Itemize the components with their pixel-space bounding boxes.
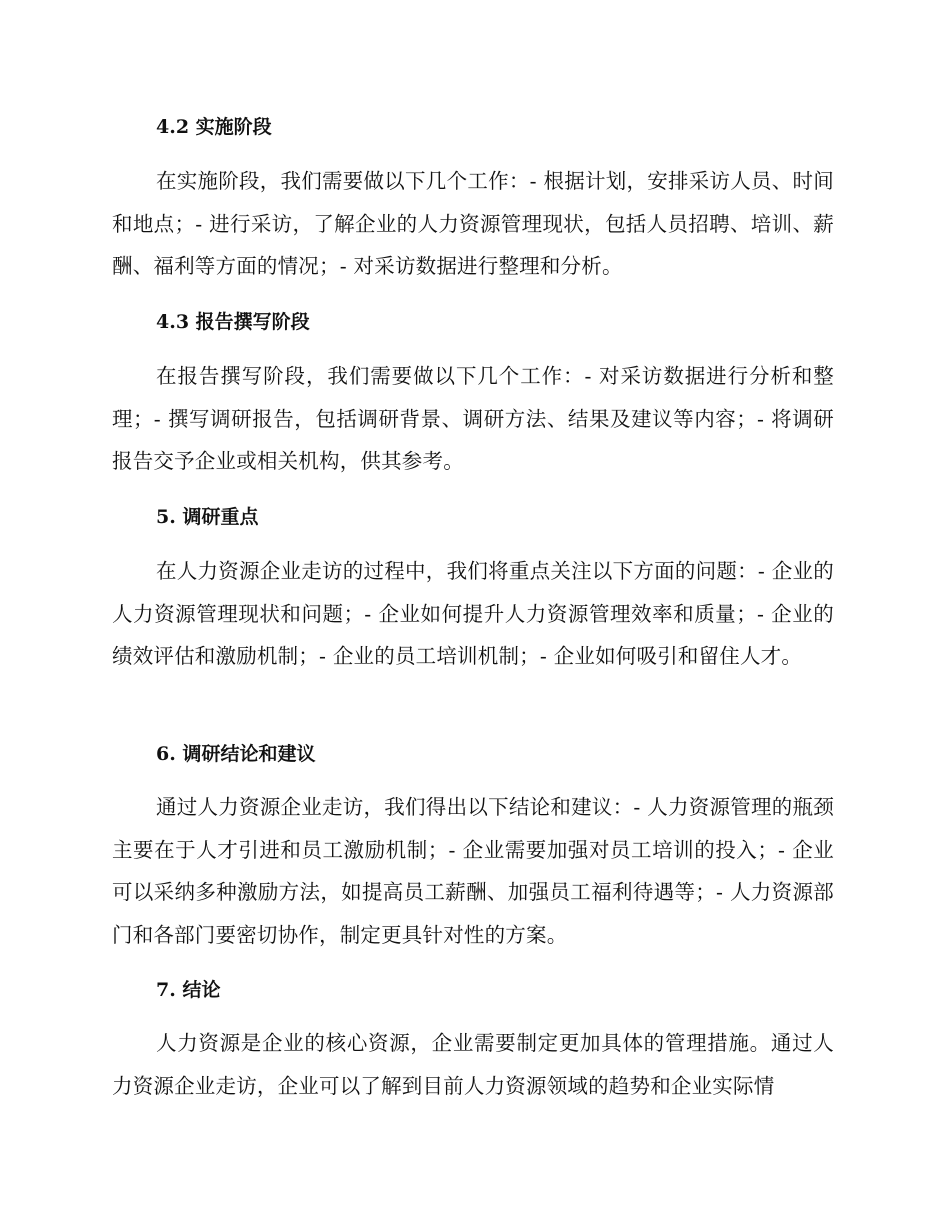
section-heading-7: 7. 结论 bbox=[156, 979, 221, 1001]
section-body-7: 人力资源是企业的核心资源，企业需要制定更加具体的管理措施。通过人力资源企业走访，企业可以了解到目前人力资源领域的趋势和企业实际情 bbox=[112, 1031, 834, 1098]
section-heading-6: 6. 调研结论和建议 bbox=[156, 743, 316, 765]
section-heading-5: 5. 调研重点 bbox=[156, 506, 259, 528]
section-body-5: 在人力资源企业走访的过程中，我们将重点关注以下方面的问题：- 企业的人力资源管理现状和问题；- 企业如何提升人力资源管理效率和质量；- 企业的绩效评估和激励机制；- 企业的员工培训机制；- 企业如何吸引和留住人才。 bbox=[112, 559, 834, 668]
section-heading-4-2: 4.2 实施阶段 bbox=[156, 116, 272, 138]
section-body-4-2: 在实施阶段，我们需要做以下几个工作：- 根据计划，安排采访人员、时间和地点；- 进行采访，了解企业的人力资源管理现状，包括人员招聘、培训、薪酬、福利等方面的情况；- 对采访数据进行整理和分析。 bbox=[112, 169, 834, 278]
section-body-4-3: 在报告撰写阶段，我们需要做以下几个工作：- 对采访数据进行分析和整理；- 撰写调研报告，包括调研背景、调研方法、结果及建议等内容；- 将调研报告交予企业或相关机构，供其参考。 bbox=[112, 364, 834, 473]
section-body-6: 通过人力资源企业走访，我们得出以下结论和建议：- 人力资源管理的瓶颈主要在于人才引进和员工激励机制；- 企业需要加强对员工培训的投入；- 企业可以采纳多种激励方法，如提高员工薪酬、加强员工福利待遇等；- 人力资源部门和各部门要密切协作，制定更具针对性的方案。 bbox=[112, 795, 834, 947]
section-heading-4-3: 4.3 报告撰写阶段 bbox=[156, 311, 310, 333]
